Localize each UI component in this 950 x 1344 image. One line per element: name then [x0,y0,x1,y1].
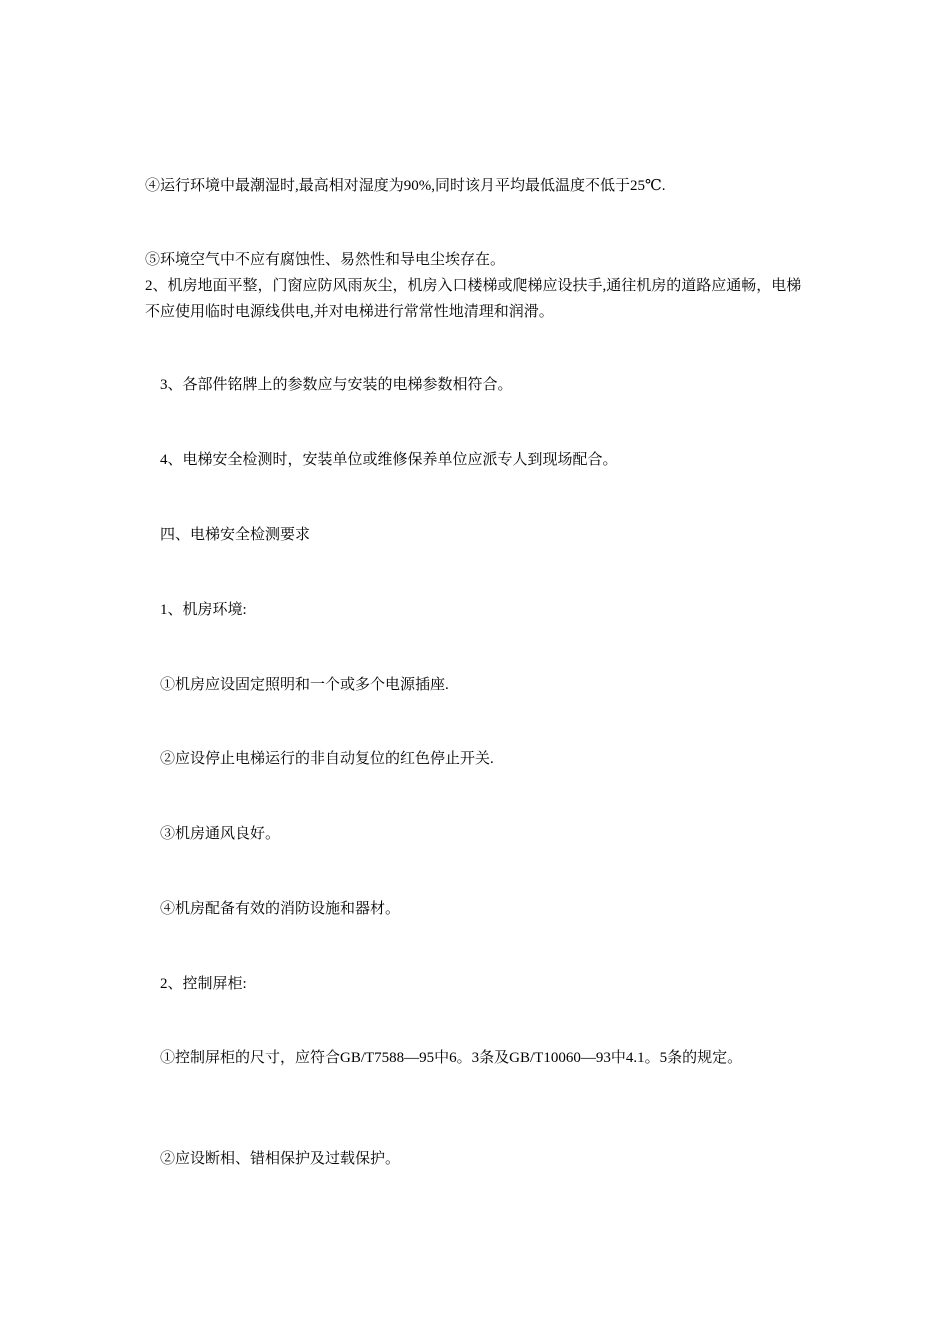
paragraph-cabinet-size: ①控制屏柜的尺寸，应符合GB/T7588—95中6。3条及GB/T10060—93中4.1。5条的规定。 [160,1050,743,1066]
paragraph-lighting: ①机房应设固定照明和一个或多个电源插座. [160,677,449,693]
paragraph-air-quality: ⑤环境空气中不应有腐蚀性、易然性和导电尘埃存在。 [145,252,506,268]
subheading-machine-room: 1、机房环境: [160,602,247,618]
paragraph-phase-protection: ②应设断相、错相保护及过载保护。 [160,1151,401,1167]
paragraph-nameplate: 3、各部件铭牌上的参数应与安装的电梯参数相符合。 [160,377,513,393]
paragraph-stop-switch: ②应设停止电梯运行的非自动复位的红色停止开关. [160,751,494,767]
paragraph-machine-room-floor: 2、机房地面平整，门窗应防风雨灰尘，机房入口楼梯或爬梯应设扶手,通往机房的道路应通畅，电梯不应使用临时电源线供电,并对电梯进行常常性地清理和润滑。 [145,278,802,320]
paragraph-inspection-staff: 4、电梯安全检测时，安装单位或维修保养单位应派专人到现场配合。 [160,452,618,468]
section-heading: 四、电梯安全检测要求 [160,527,311,543]
paragraph-humidity: ④运行环境中最潮湿时,最高相对湿度为90%,同时该月平均最低温度不低于25℃. [145,178,666,194]
subheading-control-cabinet: 2、控制屏柜: [160,976,247,992]
paragraph-ventilation: ③机房通风良好。 [160,826,281,842]
paragraph-fire-safety: ④机房配备有效的消防设施和器材。 [160,901,401,917]
